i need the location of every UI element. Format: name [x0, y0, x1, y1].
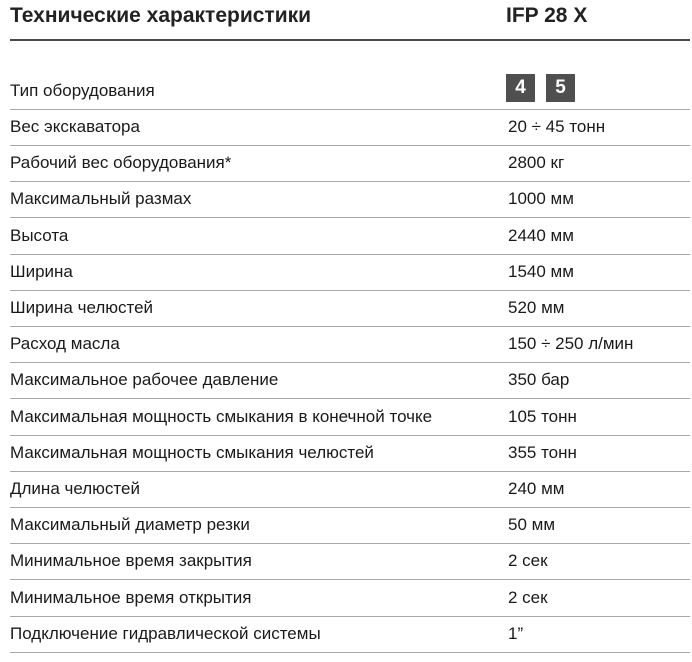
spec-label: Минимальное время открытия — [10, 587, 252, 607]
spec-value: 2800 кг — [508, 153, 565, 173]
spec-label: Тип оборудования — [10, 81, 155, 100]
spec-value: 2440 мм — [508, 225, 574, 245]
row-divider — [10, 652, 690, 653]
spec-label: Максимальный размах — [10, 189, 192, 209]
spec-label: Подключение гидравлической системы — [10, 623, 321, 643]
spec-row — [10, 291, 690, 327]
class-badge: 5 — [546, 74, 575, 102]
spec-value: 350 бар — [508, 370, 570, 390]
spec-label: Вес экскаватора — [10, 117, 140, 136]
spec-label: Максимальная мощность смыкания челюстей — [10, 442, 374, 462]
spec-row — [10, 472, 690, 508]
spec-value: 105 тонн — [508, 406, 577, 426]
spec-row — [10, 508, 690, 544]
class-badge: 4 — [506, 74, 535, 102]
spec-row — [10, 146, 690, 182]
model-name: IFP 28 X — [506, 4, 588, 27]
spec-value: 2 сек — [508, 587, 548, 607]
spec-value: 520 мм — [508, 298, 565, 317]
spec-row — [10, 219, 690, 255]
spec-value: 1000 мм — [508, 189, 574, 209]
header-divider — [10, 39, 690, 41]
spec-row — [10, 544, 690, 580]
spec-label: Максимальный диаметр резки — [10, 515, 250, 535]
spec-value: 1540 мм — [508, 261, 574, 281]
spec-value: 150 ÷ 250 л/мин — [508, 334, 634, 354]
spec-row — [10, 581, 690, 617]
spec-value: 1” — [508, 623, 524, 643]
page-title: Технические характеристики — [10, 4, 312, 27]
spec-row — [10, 182, 690, 218]
spec-row — [10, 110, 690, 146]
spec-label: Длина челюстей — [10, 479, 140, 498]
spec-header — [0, 0, 692, 40]
spec-row — [10, 400, 690, 436]
spec-label: Ширина челюстей — [10, 298, 154, 317]
spec-value: 50 мм — [508, 515, 556, 535]
spec-value: 2 сек — [508, 551, 548, 571]
spec-row-equipment-type — [10, 60, 690, 110]
spec-label: Максимальное рабочее давление — [10, 370, 279, 390]
spec-label: Рабочий вес оборудования* — [10, 153, 232, 173]
spec-label: Максимальная мощность смыкания в конечной точке — [10, 406, 433, 426]
spec-value: 355 тонн — [508, 442, 577, 462]
spec-value: 240 мм — [508, 479, 565, 498]
spec-label: Ширина — [10, 261, 73, 281]
spec-row — [10, 327, 690, 363]
spec-value: 20 ÷ 45 тонн — [508, 117, 606, 136]
spec-label: Минимальное время закрытия — [10, 551, 252, 571]
spec-row — [10, 363, 690, 399]
spec-label: Расход масла — [10, 334, 120, 354]
spec-row — [10, 617, 690, 653]
spec-row — [10, 255, 690, 291]
spec-row — [10, 436, 690, 472]
spec-label: Высота — [10, 225, 69, 245]
equipment-class-badges — [506, 74, 575, 102]
